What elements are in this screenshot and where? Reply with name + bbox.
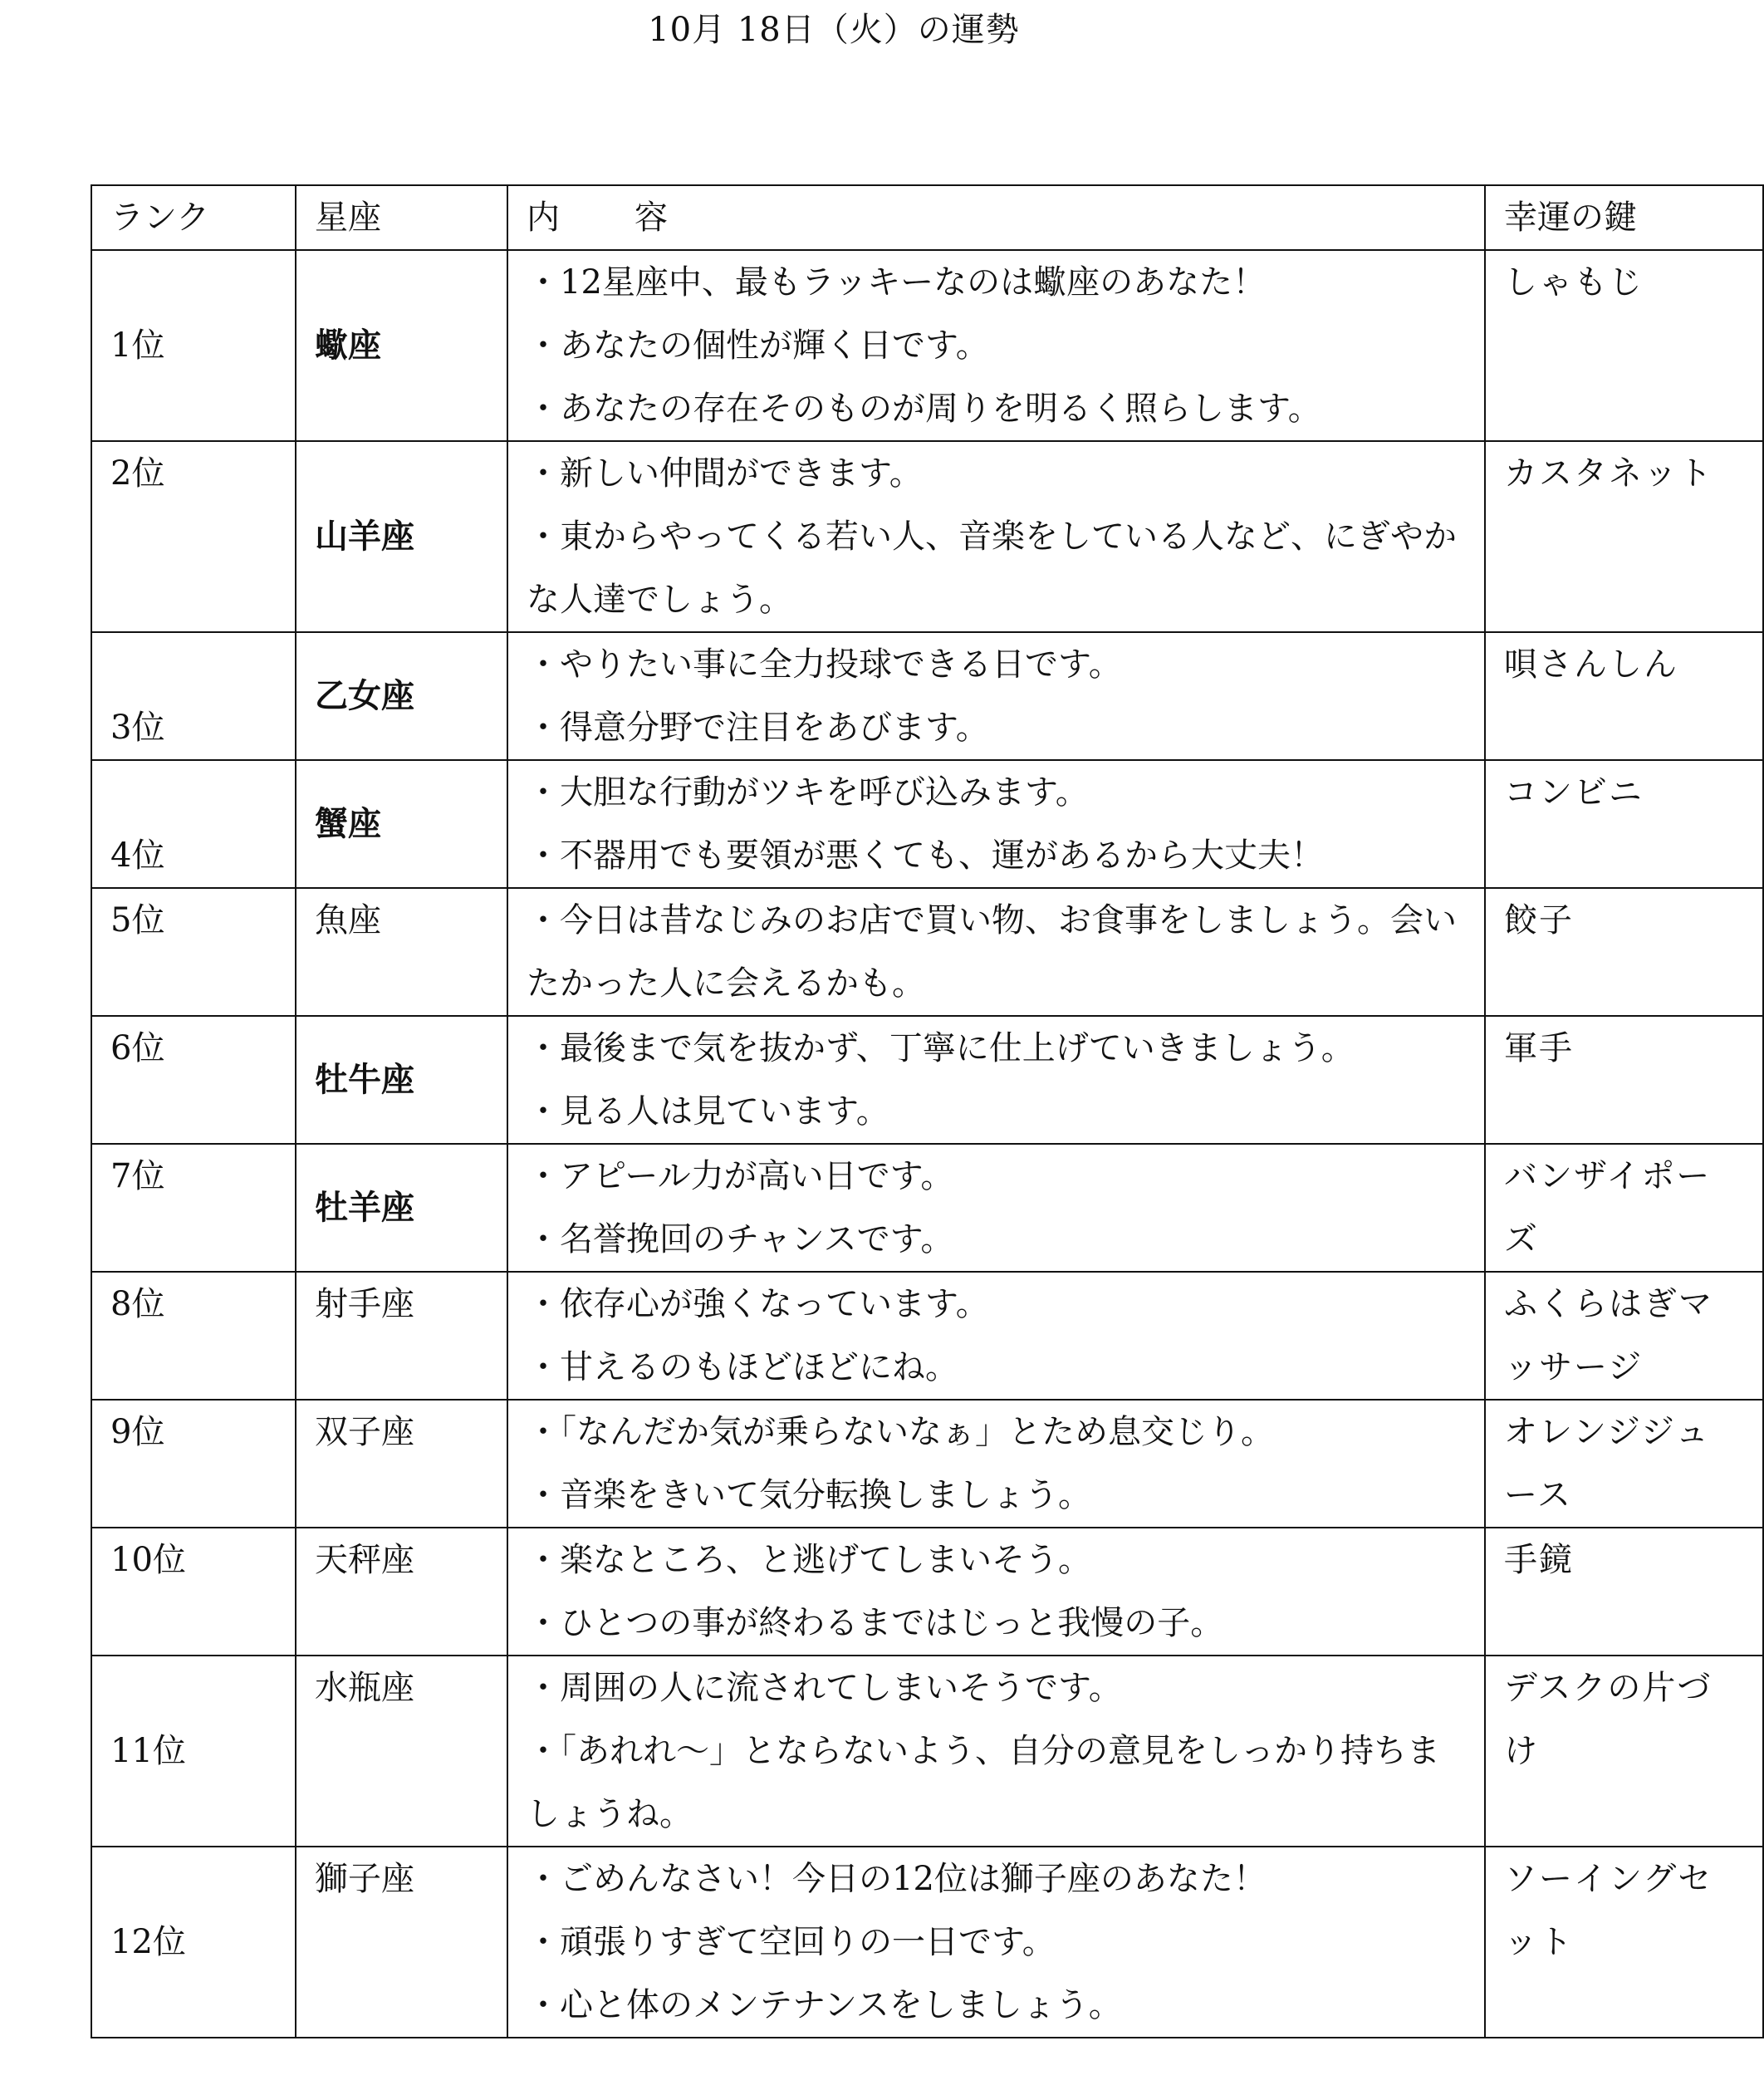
sign-cell: 射手座	[296, 1272, 507, 1400]
rank-cell: 4位	[91, 760, 296, 888]
header-row	[91, 185, 1763, 250]
content-cell	[507, 1656, 1485, 1847]
header-rank: ランク	[91, 185, 296, 250]
content-line: ・あなたの存在そのものが周りを明るく照らします。	[527, 390, 1321, 428]
content-line: ・やりたい事に全力投球できる日です。	[527, 645, 1122, 684]
content-line: ・ごめんなさい！今日の12位は獅子座のあなた！	[527, 1860, 1267, 1898]
content-line: ・東からやってくる若い人、音楽をしている人など、にぎやかな人達でしょう。	[527, 518, 1457, 619]
content-line: ・得意分野で注目をあびます。	[527, 709, 989, 747]
rank-cell: 8位	[91, 1272, 296, 1400]
content-line: ・最後まで気を抜かず、丁寧に仕上げていきましょう。	[527, 1029, 1355, 1067]
content-line: ・12星座中、最もラッキーなのは蠍座のあなた！	[527, 263, 1267, 302]
lucky-key-cell: ふくらはぎマッサージ	[1485, 1272, 1763, 1400]
sign-cell: 獅子座	[296, 1847, 507, 2038]
content-cell	[507, 1847, 1485, 2038]
table-row	[91, 632, 1763, 760]
content-cell	[507, 1016, 1485, 1144]
content-line: ・頑張りすぎて空回りの一日です。	[527, 1923, 1056, 1961]
lucky-key-cell: コンビニ	[1485, 760, 1763, 888]
sign-cell: 牡羊座	[296, 1144, 507, 1272]
content-cell	[507, 1144, 1485, 1272]
content-cell	[507, 1272, 1485, 1400]
sign-cell: 双子座	[296, 1400, 507, 1528]
table-row	[91, 1144, 1763, 1272]
header-sign: 星座	[296, 185, 507, 250]
content-line: ・不器用でも要領が悪くても、運があるから大丈夫！	[527, 836, 1324, 875]
rank-cell: 7位	[91, 1144, 296, 1272]
lucky-key-cell: カスタネット	[1485, 441, 1763, 632]
table-row	[91, 1847, 1763, 2038]
content-line: ・周囲の人に流されてしまいそうです。	[527, 1669, 1122, 1707]
rank-cell: 6位	[91, 1016, 296, 1144]
content-line: ・心と体のメンテナンスをしましょう。	[527, 1986, 1122, 2024]
table-row	[91, 1656, 1763, 1847]
content-line: ・あなたの個性が輝く日です。	[527, 326, 989, 365]
rank-cell: 3位	[91, 632, 296, 760]
rank-cell: 5位	[91, 888, 296, 1016]
table-row	[91, 1016, 1763, 1144]
table-body	[91, 250, 1763, 2038]
table-row	[91, 1400, 1763, 1528]
rank-cell: 2位	[91, 441, 296, 632]
table-row	[91, 250, 1763, 441]
rank-cell: 12位	[91, 1847, 296, 2038]
lucky-key-cell: しゃもじ	[1485, 250, 1763, 441]
header-lucky-key: 幸運の鍵	[1485, 185, 1763, 250]
table-row	[91, 1272, 1763, 1400]
content-line: ・名誉挽回のチャンスです。	[527, 1220, 954, 1258]
fortune-table	[91, 184, 1764, 2038]
lucky-key-cell: 軍手	[1485, 1016, 1763, 1144]
content-line: ・大胆な行動がツキを呼び込みます。	[527, 773, 1089, 812]
sign-cell: 乙女座	[296, 632, 507, 760]
sign-cell: 牡牛座	[296, 1016, 507, 1144]
rank-cell: 9位	[91, 1400, 296, 1528]
sign-cell: 蟹座	[296, 760, 507, 888]
table-row	[91, 888, 1763, 1016]
content-line: ・今日は昔なじみのお店で買い物、お食事をしましょう。会いたかった人に会えるかも。	[527, 901, 1457, 1003]
content-cell	[507, 760, 1485, 888]
rank-cell: 11位	[91, 1656, 296, 1847]
header-content: 内容	[507, 185, 1485, 250]
lucky-key-cell: 手鏡	[1485, 1528, 1763, 1656]
sign-cell: 魚座	[296, 888, 507, 1016]
sign-cell: 天秤座	[296, 1528, 507, 1656]
content-line: ・甘えるのもほどほどにね。	[527, 1348, 958, 1386]
content-line: ・依存心が強くなっています。	[527, 1285, 989, 1323]
content-line: ・「なんだか気が乗らないなぁ」とため息交じり。	[527, 1413, 1274, 1451]
lucky-key-cell: ソーイングセット	[1485, 1847, 1763, 2038]
table-row	[91, 1528, 1763, 1656]
page-title: 10月 18日（火）の運勢	[648, 11, 1020, 49]
content-line: ・アピール力が高い日です。	[527, 1157, 954, 1195]
content-cell	[507, 441, 1485, 632]
content-line: ・「あれれ～」とならないよう、自分の意見をしっかり持ちましょうね。	[527, 1732, 1440, 1833]
sign-cell: 水瓶座	[296, 1656, 507, 1847]
sign-cell: 山羊座	[296, 441, 507, 632]
table-row	[91, 441, 1763, 632]
content-cell	[507, 1528, 1485, 1656]
content-cell	[507, 888, 1485, 1016]
lucky-key-cell: 唄さんしん	[1485, 632, 1763, 760]
lucky-key-cell: バンザイポーズ	[1485, 1144, 1763, 1272]
sign-cell: 蠍座	[296, 250, 507, 441]
lucky-key-cell: デスクの片づけ	[1485, 1656, 1763, 1847]
content-cell	[507, 250, 1485, 441]
content-line: ・ひとつの事が終わるまではじっと我慢の子。	[527, 1604, 1224, 1642]
table-row	[91, 760, 1763, 888]
content-line: ・新しい仲間ができます。	[527, 454, 923, 493]
content-line: ・音楽をきいて気分転換しましょう。	[527, 1476, 1091, 1514]
content-cell	[507, 632, 1485, 760]
lucky-key-cell: オレンジジュース	[1485, 1400, 1763, 1528]
content-line: ・楽なところ、と逃げてしまいそう。	[527, 1541, 1091, 1579]
rank-cell: 10位	[91, 1528, 296, 1656]
lucky-key-cell: 餃子	[1485, 888, 1763, 1016]
content-line: ・見る人は見ています。	[527, 1092, 889, 1131]
content-cell	[507, 1400, 1485, 1528]
table-header	[91, 185, 1763, 250]
rank-cell: 1位	[91, 250, 296, 441]
